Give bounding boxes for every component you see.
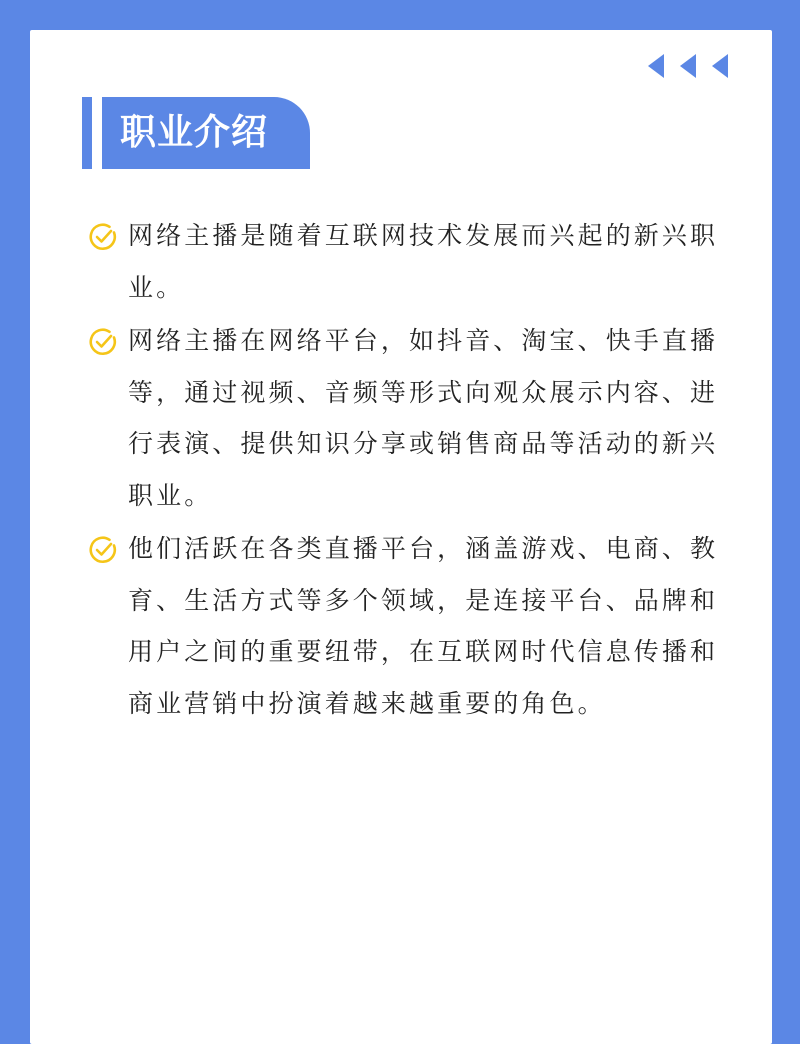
check-circle-icon (88, 535, 118, 565)
list-item-text: 网络主播是随着互联网技术发展而兴起的新兴职业。 (128, 221, 719, 302)
list-item (88, 210, 728, 313)
check-circle-icon (88, 222, 118, 252)
list-item-text: 网络主播在网络平台，如抖音、淘宝、快手直播等，通过视频、音频等形式向观众展示内容、进行表演、提供知识分享或销售商品等活动的新兴职业。 (128, 326, 719, 510)
triple-left-arrow-icon (646, 54, 736, 78)
content-card (30, 30, 772, 1044)
title-accent-bar (82, 97, 92, 169)
list-item (88, 523, 728, 729)
list-item (88, 315, 728, 521)
bullet-list (88, 210, 728, 729)
page-title: 职业介绍 (120, 112, 269, 153)
check-circle-icon (88, 327, 118, 357)
list-item-text: 他们活跃在各类直播平台，涵盖游戏、电商、教育、生活方式等多个领域，是连接平台、品牌和用户之间的重要纽带，在互联网时代信息传播和商业营销中扮演着越来越重要的角色。 (128, 534, 719, 718)
